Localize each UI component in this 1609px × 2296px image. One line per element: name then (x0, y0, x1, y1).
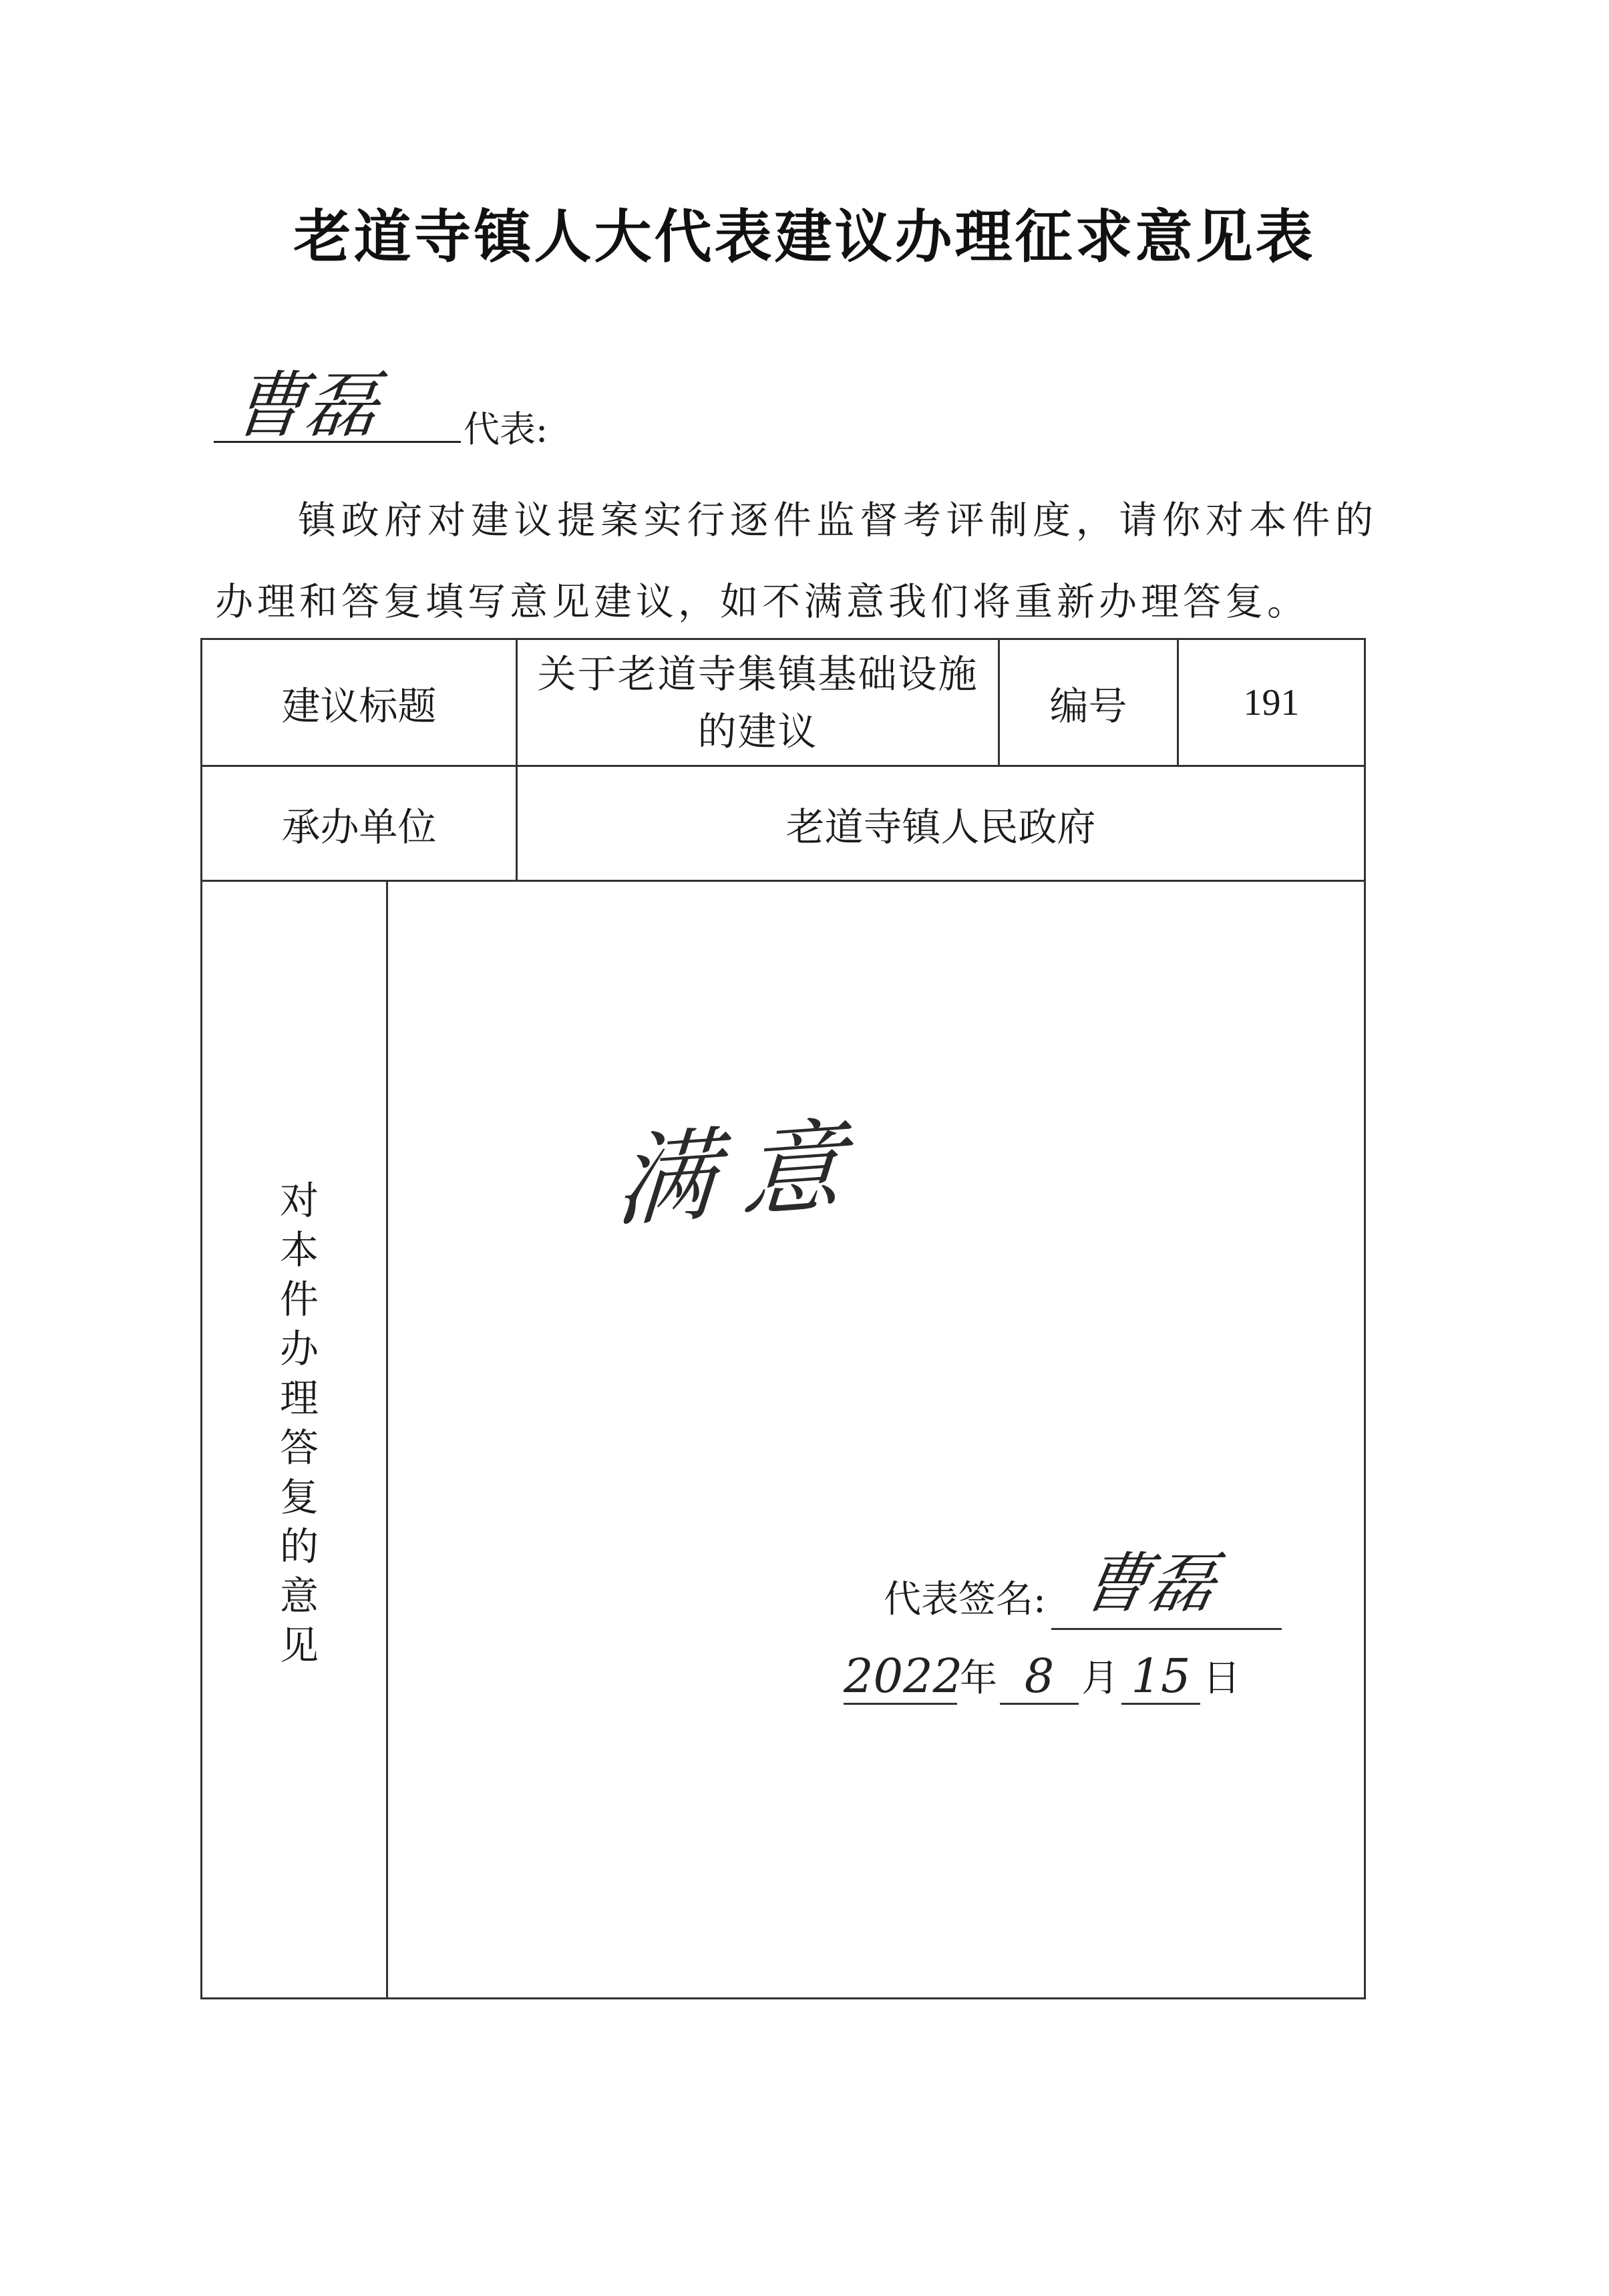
representative-name: 曹磊 (228, 364, 382, 448)
opinion-label-char: 本 (279, 1227, 319, 1273)
opinion-form-table (200, 638, 1366, 1999)
number-label: 编号 (1000, 640, 1179, 765)
opinion-label-cell (202, 882, 388, 1997)
org-value: 老道寺镇人民政府 (785, 804, 1096, 850)
opinion-label-char: 办 (279, 1326, 319, 1371)
table-row-title (202, 640, 1364, 767)
number-value: 191 (1243, 681, 1300, 723)
representative-name-field[interactable] (214, 334, 461, 448)
opinion-label (269, 1176, 329, 1670)
opinion-label-char: 见 (279, 1623, 319, 1668)
date-year-field[interactable]: 2022 (844, 1649, 963, 1703)
opinion-value[interactable]: 满意 (612, 1106, 874, 1241)
opinion-label-char: 对 (279, 1178, 319, 1223)
opinion-label-char: 复 (279, 1474, 319, 1520)
date-year-unit: 年 (960, 1657, 997, 1700)
representative-suffix: 代表: (464, 408, 548, 450)
date-row (844, 1649, 1243, 1705)
signature-field[interactable] (1051, 1546, 1282, 1630)
table-row-org (202, 767, 1364, 882)
signature-name: 曹磊 (1077, 1546, 1222, 1622)
org-label: 承办单位 (202, 767, 518, 880)
opinion-label-char: 意 (279, 1573, 319, 1619)
signature-label: 代表签名: (884, 1578, 1046, 1621)
opinion-label-char: 理 (279, 1375, 319, 1421)
date-day-unit: 日 (1203, 1657, 1240, 1700)
intro-paragraph: 镇政府对建议提案实行逐件监督考评制度，请你对本件的办理和答复填写意见建议，如不满意我们将重新办理答复。 (215, 498, 1377, 624)
title-value: 关于老道寺集镇基础设施的建议 (518, 640, 1000, 765)
page-title: 老道寺镇人大代表建议办理征求意见表 (293, 204, 1316, 271)
opinion-label-char: 的 (279, 1524, 319, 1569)
opinion-label-char: 答 (279, 1425, 319, 1470)
opinion-area (202, 882, 1364, 1997)
title-label: 建议标题 (202, 640, 518, 765)
date-month-field[interactable]: 8 (1000, 1649, 1079, 1705)
signature-row (884, 1546, 1282, 1630)
date-day-field[interactable]: 15 (1121, 1649, 1200, 1705)
date-month-unit: 月 (1081, 1657, 1119, 1700)
opinion-label-char: 件 (279, 1277, 319, 1322)
